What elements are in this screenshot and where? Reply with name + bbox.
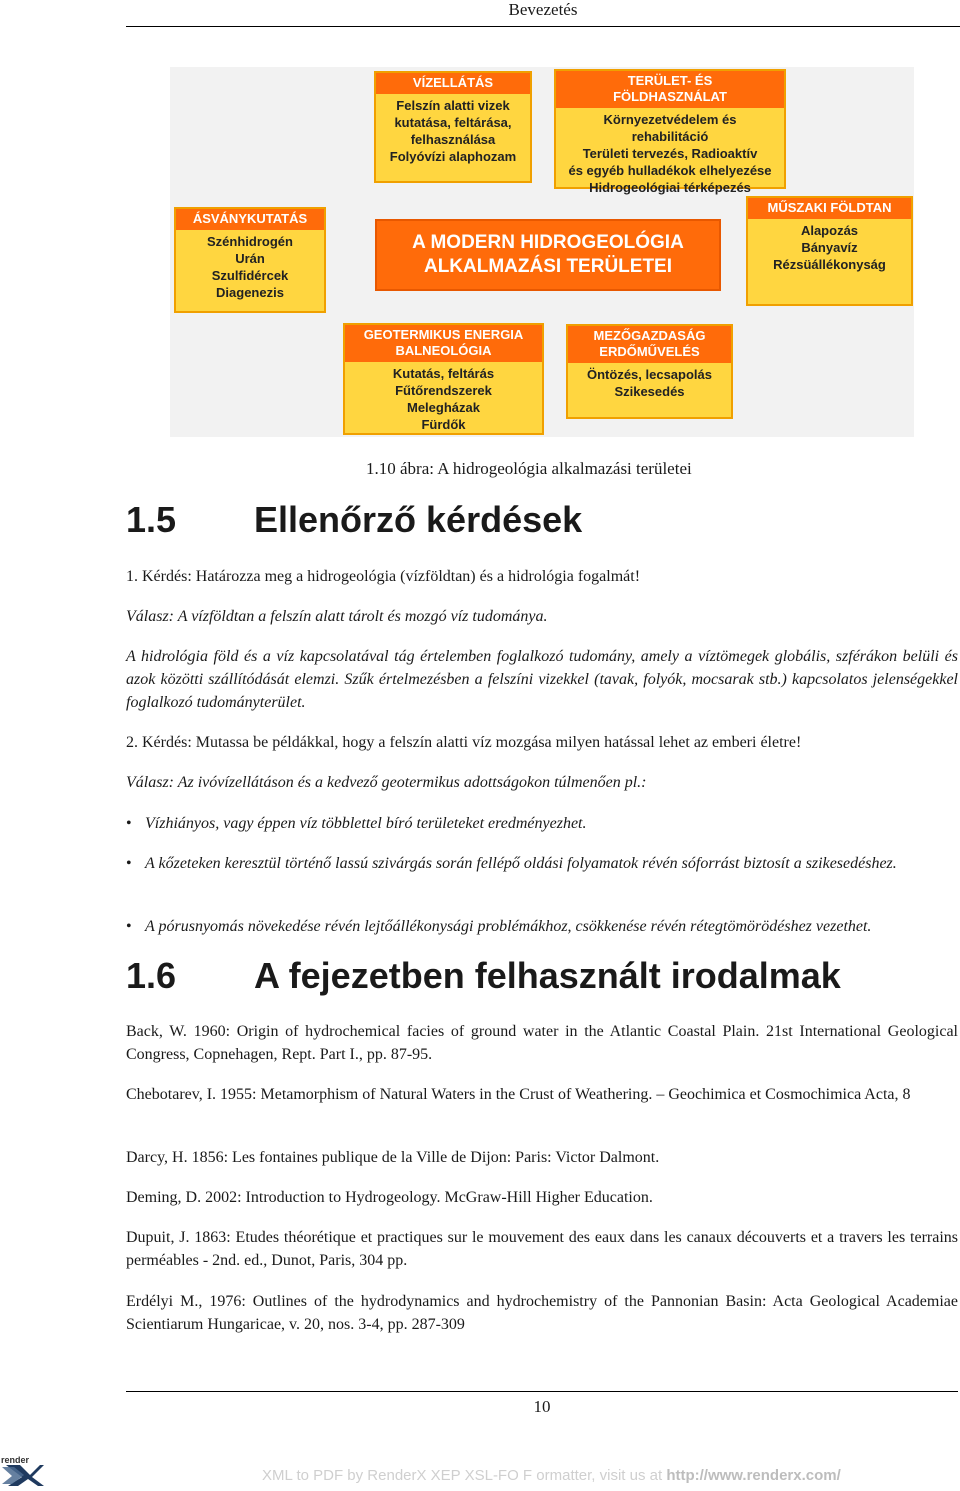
reference-item: Back, W. 1960: Origin of hydrochemical facies of ground water in the Atlantic Coastal Plain. 21st International Geological Congress, Copnehagen, Rept. Part I., pp. 87-95. [126, 1023, 958, 1063]
box-header-line: FÖLDHASZNÁLAT [613, 89, 727, 104]
box-item: Kutatás, feltárás [392, 366, 495, 381]
box-body [568, 363, 731, 403]
box-item: Fürdők [421, 417, 466, 432]
center-title-line1: A MODERN HIDROGEOLÓGIA [412, 232, 684, 253]
bullet-dot: • [126, 855, 132, 872]
reference-item: Dupuit, J. 1863: Etudes théorétique et practiques sur le mouvement des eaux dans les canaux découverts et a travers les terrains perméables - 2nd. ed., Dunot, Paris, 304 pp. [126, 1229, 958, 1269]
box-header [376, 73, 530, 94]
renderx-logo-icon [0, 1453, 44, 1486]
reference-item: Chebotarev, I. 1955: Metamorphism of Natural Waters in the Crust of Weathering. – Geochimica et Cosmochimica Acta, 8 [126, 1086, 911, 1103]
box-item: Melegházak [407, 400, 480, 415]
banner-text: XML to PDF by RenderX XEP XSL-FO F ormatter, visit us at [262, 1467, 667, 1484]
header-title: Bevezetés [508, 0, 578, 19]
box-body [748, 219, 911, 276]
question-1: 1. Kérdés: Határozza meg a hidrogeológia (vízföldtan) és a hidrológia fogalmát! [126, 568, 641, 585]
box-item: Hidrogeológiai térképezés [589, 180, 751, 195]
box-item: Rézsüállékonyság [773, 257, 886, 272]
footer-rule [126, 1391, 958, 1392]
bullet-text: A pórusnyomás növekedése révén lejtőállékonysági problémákhoz, csökkenése révén rétegtömörödéshez vezethet. [145, 918, 872, 935]
box-muszaki [746, 196, 913, 306]
bullet-text: Vízhiányos, vagy éppen víz többlettel bíró területeket eredményezhet. [145, 815, 587, 832]
box-header-line: BALNEOLÓGIA [395, 343, 492, 358]
bullet-item [126, 915, 958, 938]
box-header-line: ERDŐMŰVELÉS [599, 344, 700, 359]
renderx-banner [262, 1467, 841, 1484]
renderx-logo-word: render [1, 1455, 30, 1465]
box-item: Környezetvédelem és [603, 112, 737, 127]
box-item: felhasználása [410, 132, 496, 147]
box-item: és egyéb hulladékok elhelyezése [568, 163, 772, 178]
figure-caption: 1.10 ábra: A hidrogeológia alkalmazási területei [366, 459, 692, 478]
box-header [176, 209, 324, 230]
section-title: Ellenőrző kérdések [254, 499, 583, 540]
answer-1: Válasz: A vízföldtan a felszín alatt tárolt és mozgó víz tudománya. [126, 608, 548, 625]
box-item: Diagenezis [216, 285, 284, 300]
section-heading-1-5 [126, 498, 582, 542]
box-vizellatas [374, 71, 532, 183]
box-header-line: GEOTERMIKUS ENERGIA [363, 327, 524, 342]
box-header-line: TERÜLET- ÉS [627, 73, 713, 88]
banner-link[interactable]: http://www.renderx.com/ [666, 1467, 841, 1484]
section-number: 1.5 [126, 499, 177, 540]
box-item: Fűtőrendszerek [395, 383, 492, 398]
box-item: Szikesedés [614, 384, 685, 399]
box-terulet [554, 69, 786, 195]
box-geotermikus [343, 323, 544, 435]
box-item: Urán [235, 251, 265, 266]
section-heading-1-6 [126, 954, 841, 998]
box-item: kutatása, feltárása, [394, 115, 512, 130]
page-number: 10 [533, 1397, 551, 1416]
bullet-dot: • [126, 815, 132, 832]
box-header [556, 71, 784, 108]
box-header [568, 326, 731, 363]
box-item: Felszín alatti vizek [396, 98, 510, 113]
box-asvanykutatas [174, 207, 326, 313]
box-mezogazdasag [566, 324, 733, 419]
box-body [176, 230, 324, 304]
answer-1-detail: A hidrológia föld és a víz kapcsolatával tág értelemben foglalkozó tudomány, amely a víztömegek globális, szférákon belüli és azok közötti szállítódását elemzi. Szűk értelmezésben a felszíni vizekkel (tavak, folyók, mocsarak stb.) kapcsolatos jelenségekkel foglalkozó tudományterület. [126, 648, 958, 711]
box-item: rehabilitáció [631, 129, 709, 144]
box-item: Alapozás [800, 223, 859, 238]
bullet-dot: • [126, 918, 132, 935]
box-item: Bányavíz [801, 240, 858, 255]
box-header-line: MŰSZAKI FÖLDTAN [767, 200, 892, 215]
answer-2: Válasz: Az ivóvízellátáson és a kedvező geotermikus adottságokon túlmenően pl.: [126, 774, 647, 791]
box-body [345, 362, 542, 436]
section-number: 1.6 [126, 955, 177, 996]
running-header [126, 0, 960, 27]
box-header [748, 198, 911, 219]
bullet-item [126, 812, 958, 835]
bullet-item [126, 852, 958, 875]
box-item: Folyóvízi alaphozam [389, 149, 517, 164]
question-2: 2. Kérdés: Mutassa be példákkal, hogy a felszín alatti víz mozgása milyen hatással lehet az emberi életre! [126, 734, 802, 751]
box-item: Szénhidrogén [207, 234, 293, 249]
box-item: Öntözés, lecsapolás [587, 367, 712, 382]
bullet-text: A kőzeteken keresztül történő lassú szivárgás során fellépő oldási folyamatok révén sóforrást biztosít a szikesedéshez. [145, 855, 897, 872]
box-header-line: VÍZELLÁTÁS [412, 75, 494, 90]
reference-item: Darcy, H. 1856: Les fontaines publique de la Ville de Dijon: Paris: Victor Dalmont. [126, 1149, 660, 1166]
hydrogeology-applications-figure [170, 67, 914, 437]
box-body [556, 108, 784, 199]
center-title-line2: ALKALMAZÁSI TERÜLETEI [423, 256, 673, 277]
box-item: Területi tervezés, Radioaktív [582, 146, 758, 161]
box-item: Szulfidércek [211, 268, 289, 283]
center-title-box [375, 219, 721, 291]
reference-item: Erdélyi M., 1976: Outlines of the hydrodynamics and hydrochemistry of the Pannonian Basin: Acta Geological Academiae Scientiarum Hungaricae, v. 20, nos. 3-4, pp. 287-309 [126, 1293, 958, 1333]
section-title: A fejezetben felhasznált irodalmak [254, 955, 841, 996]
reference-item: Deming, D. 2002: Introduction to Hydrogeology. McGraw-Hill Higher Education. [126, 1189, 653, 1206]
box-header-line: ÁSVÁNYKUTATÁS [192, 211, 308, 226]
box-header-line: MEZŐGAZDASÁG [593, 328, 706, 343]
box-header [345, 325, 542, 362]
box-body [376, 94, 530, 168]
